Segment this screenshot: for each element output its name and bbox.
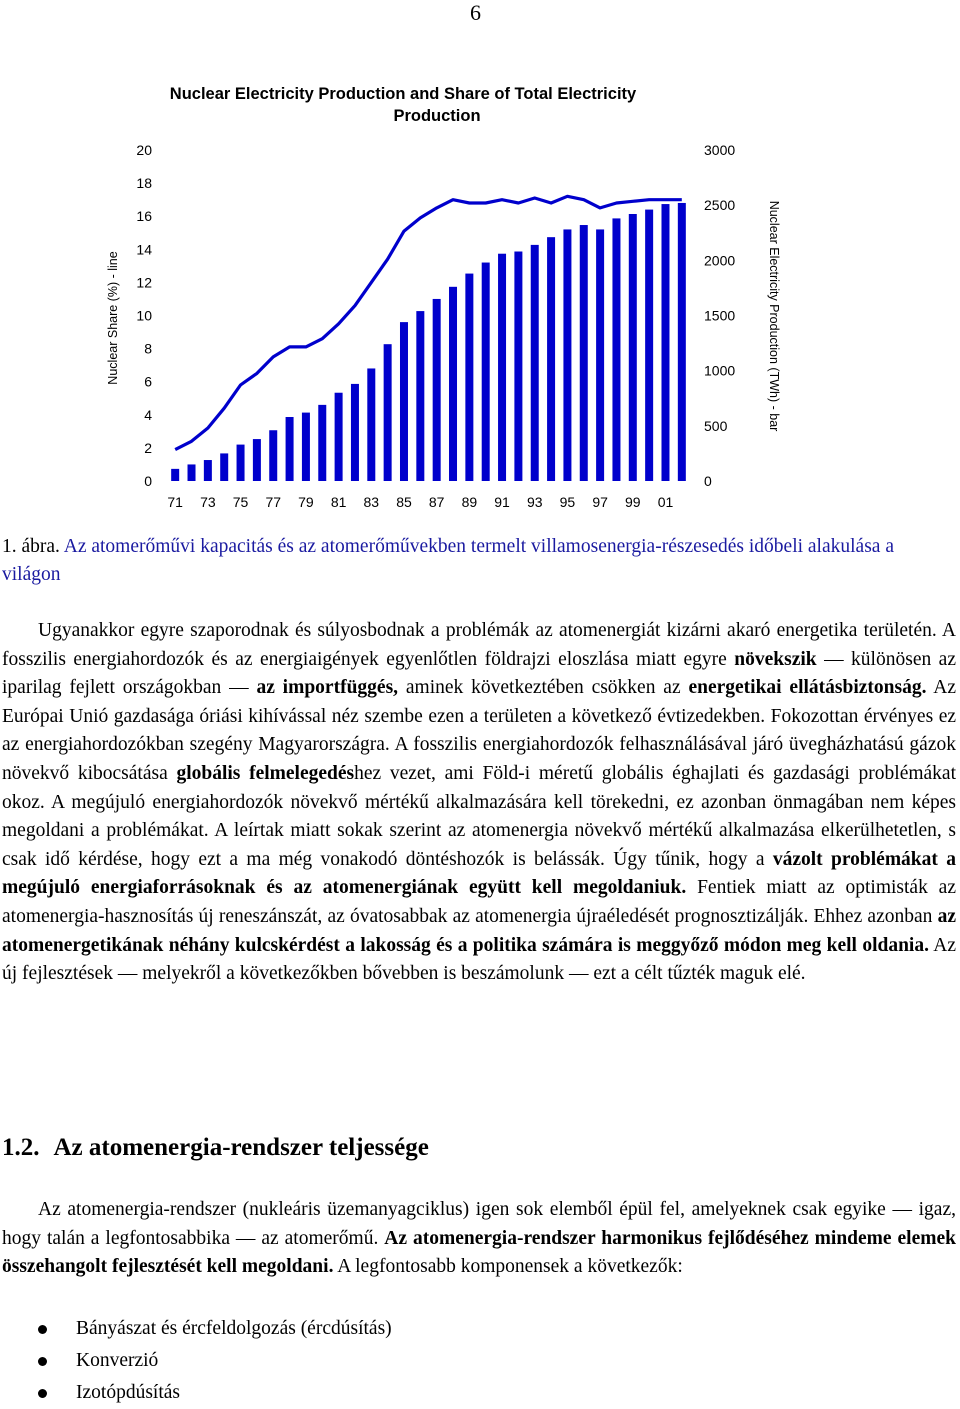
nuclear-production-chart [95, 78, 795, 518]
left-tick-label: 14 [136, 241, 152, 258]
bar-1988 [449, 287, 457, 481]
right-axis-label: Nuclear Electricity Production (TWh) - bar [767, 200, 781, 432]
left-tick-label: 4 [144, 406, 152, 423]
bar-1974 [220, 453, 228, 481]
bar-series [171, 203, 686, 481]
bar-1996 [580, 225, 588, 481]
chart-title-line-2: Production [393, 107, 481, 125]
bar-1991 [498, 254, 506, 481]
bar-2001 [661, 204, 669, 481]
bar-1976 [253, 439, 261, 481]
left-axis-label: Nuclear Share (%) - line [106, 251, 120, 385]
bold-text-run: növekszik [734, 648, 817, 670]
text-run: Az új fejlesztések — melyekről a következőkben bővebben is beszámolunk — ezt a célt tűzték maguk elé. [2, 934, 956, 985]
bold-text-run: energetikai ellátásbiztonság. [688, 677, 927, 699]
nuclear-share-line [175, 196, 682, 449]
line-series [175, 196, 682, 449]
list-item-text: Izotópdúsítás [76, 1382, 180, 1403]
body-paragraph-1 [2, 617, 956, 989]
list-item-text: Bányászat és ércfeldolgozás (ércdúsítás) [76, 1318, 392, 1339]
bar-1995 [563, 229, 571, 481]
text-run: Az Európai Unió gazdasága óriási kihívással néz szembe ezen a területen a következő évtizedekben. Fokozottan érvényes ez az energiahordozókban szegény Magyarországra. A fosszilis energiahordozók felhasználásával járó üvegházhatású gázok növekvő kibocsátása [2, 677, 956, 784]
bar-1971 [171, 469, 179, 481]
bold-text-run: Az atomenergia-rendszer harmonikus fejlődéséhez mindeme elemek összehangolt fejlesztését kell megoldani. [2, 1227, 956, 1278]
bar-1990 [482, 263, 490, 481]
bold-text-run: globális felmelegedés [176, 762, 355, 784]
bar-1982 [351, 384, 359, 481]
left-tick-label: 10 [136, 307, 152, 324]
right-tick-label: 0 [704, 473, 712, 489]
x-tick-label: 91 [494, 494, 510, 510]
right-axis-ticks [704, 142, 735, 489]
page-number: 6 [470, 0, 481, 25]
x-tick-label: 89 [461, 494, 478, 510]
list-item [2, 1377, 392, 1409]
bold-text-run: az atomenergetikának néhány kulcskérdést a lakosság és a politika számára is meggyőző módon meg kell oldania. [2, 905, 956, 956]
right-tick-label: 1500 [704, 307, 736, 324]
x-tick-label: 77 [265, 494, 282, 510]
list-item [2, 1313, 392, 1345]
left-tick-label: 20 [136, 142, 152, 158]
section-number: 1.2. [2, 1134, 40, 1161]
bullet-icon [38, 1357, 47, 1366]
left-tick-label: 16 [136, 208, 152, 225]
text-run: Ugyanakkor egyre szaporodnak és súlyosbodnak a problémák az atomenergiát kizárni akaró energetika területén. A fosszilis energiahordozók és az energiaigények egyenlőtlen földrajzi eloszlása miatt egyre [2, 620, 956, 670]
bar-1983 [367, 368, 375, 481]
x-tick-label: 81 [330, 494, 347, 510]
left-tick-label: 2 [144, 439, 152, 456]
bar-1993 [531, 245, 539, 481]
bar-1992 [514, 252, 522, 481]
right-tick-label: 3000 [704, 142, 736, 158]
x-tick-label: 73 [200, 494, 216, 510]
bar-1989 [465, 274, 473, 481]
left-axis-ticks [136, 142, 152, 489]
bullet-icon [38, 1325, 47, 1334]
text-run: Az atomenergia-rendszer (nukleáris üzemanyagciklus) igen sok elemből épül fel, amelyeknek csak egyike — igaz, hogy talán a legfontosabbika — az atomerőmű. [2, 1199, 956, 1249]
left-tick-label: 6 [144, 373, 152, 390]
body-paragraph-2 [2, 1196, 956, 1282]
bar-1978 [286, 417, 294, 481]
bar-1972 [188, 464, 196, 481]
bar-1980 [318, 405, 326, 481]
figure-caption-text: Az atomerőművi kapacitás és az atomerőművekben termelt villamosenergia-részesedés időbeli alakulása a világon [2, 536, 894, 585]
list-item-text: Konverzió [76, 1350, 159, 1371]
bar-1987 [433, 299, 441, 481]
text-run: Fentiek miatt az optimisták az atomenergia-hasznosítás új reneszánszát, az óvatosabbak az atomenergia újraéledését prognosztizálják. Ehhez azonban [2, 877, 956, 927]
x-tick-label: 95 [559, 494, 576, 510]
x-tick-label: 87 [428, 494, 445, 510]
bold-text-run: vázolt problémákat a megújuló energiaforrásoknak és az atomenergiának együtt kell megoldaniuk. [2, 848, 956, 899]
x-tick-label: 75 [232, 494, 249, 510]
right-tick-label: 1000 [704, 362, 736, 379]
left-tick-label: 0 [144, 473, 152, 489]
bar-2002 [678, 203, 686, 481]
chart-title-line-1: Nuclear Electricity Production and Share of Total Electricity [169, 85, 637, 103]
text-run: A legfontosabb komponensek a következők: [333, 1256, 683, 1278]
x-tick-label: 83 [363, 494, 380, 510]
bar-1994 [547, 237, 555, 481]
bar-1981 [335, 393, 343, 481]
x-tick-label: 79 [298, 494, 314, 510]
figure-caption [2, 533, 957, 589]
right-tick-label: 500 [704, 417, 728, 434]
x-tick-label: 85 [396, 494, 412, 510]
right-tick-label: 2500 [704, 197, 736, 214]
bar-1998 [612, 218, 620, 481]
x-tick-label: 99 [625, 494, 641, 510]
x-tick-label: 93 [526, 494, 543, 510]
right-tick-label: 2000 [704, 252, 736, 269]
component-list [2, 1313, 392, 1409]
bar-1973 [204, 460, 212, 481]
bar-1979 [302, 413, 310, 481]
bar-1999 [629, 214, 637, 481]
section-title: Az atomenergia-rendszer teljessége [53, 1134, 429, 1161]
x-axis-ticks [167, 494, 673, 510]
bar-1984 [384, 344, 392, 481]
x-tick-label: 01 [657, 494, 674, 510]
left-tick-label: 12 [136, 274, 152, 291]
x-tick-label: 71 [167, 494, 183, 510]
bar-1977 [269, 430, 277, 481]
left-tick-label: 8 [144, 340, 152, 357]
text-run: — különösen az iparilag fejlett országokban — [2, 648, 956, 699]
bullet-icon [38, 1389, 47, 1398]
bold-text-run: az importfüggés, [256, 677, 399, 699]
bar-1975 [237, 445, 245, 481]
text-run: hez vezet, ami Föld-i méretű globális éghajlati és gazdasági problémákat okoz. A megújuló energiahordozók növekvő mértékű alkalmazására kell törekedni, ez azonban önmagában nem képes megoldani a problémákat. A leírtak miatt sokak szerint az atomenergia növekvő mértékű alkalmazása elkerülhetetlen, s csak idő kérdése, hogy ezt a ma még vonakodó döntéshozók is belássák. Úgy tűnik, hogy a [2, 762, 956, 870]
bar-2000 [645, 210, 653, 481]
list-item [2, 1345, 392, 1377]
text-run: aminek következtében csökken az [398, 677, 689, 699]
figure-caption-number: 1. ábra. [2, 536, 60, 557]
bar-1985 [400, 322, 408, 481]
x-tick-label: 97 [592, 494, 608, 510]
bar-1986 [416, 311, 424, 481]
bar-1997 [596, 229, 604, 481]
section-heading [2, 1134, 443, 1162]
left-tick-label: 18 [136, 175, 152, 192]
